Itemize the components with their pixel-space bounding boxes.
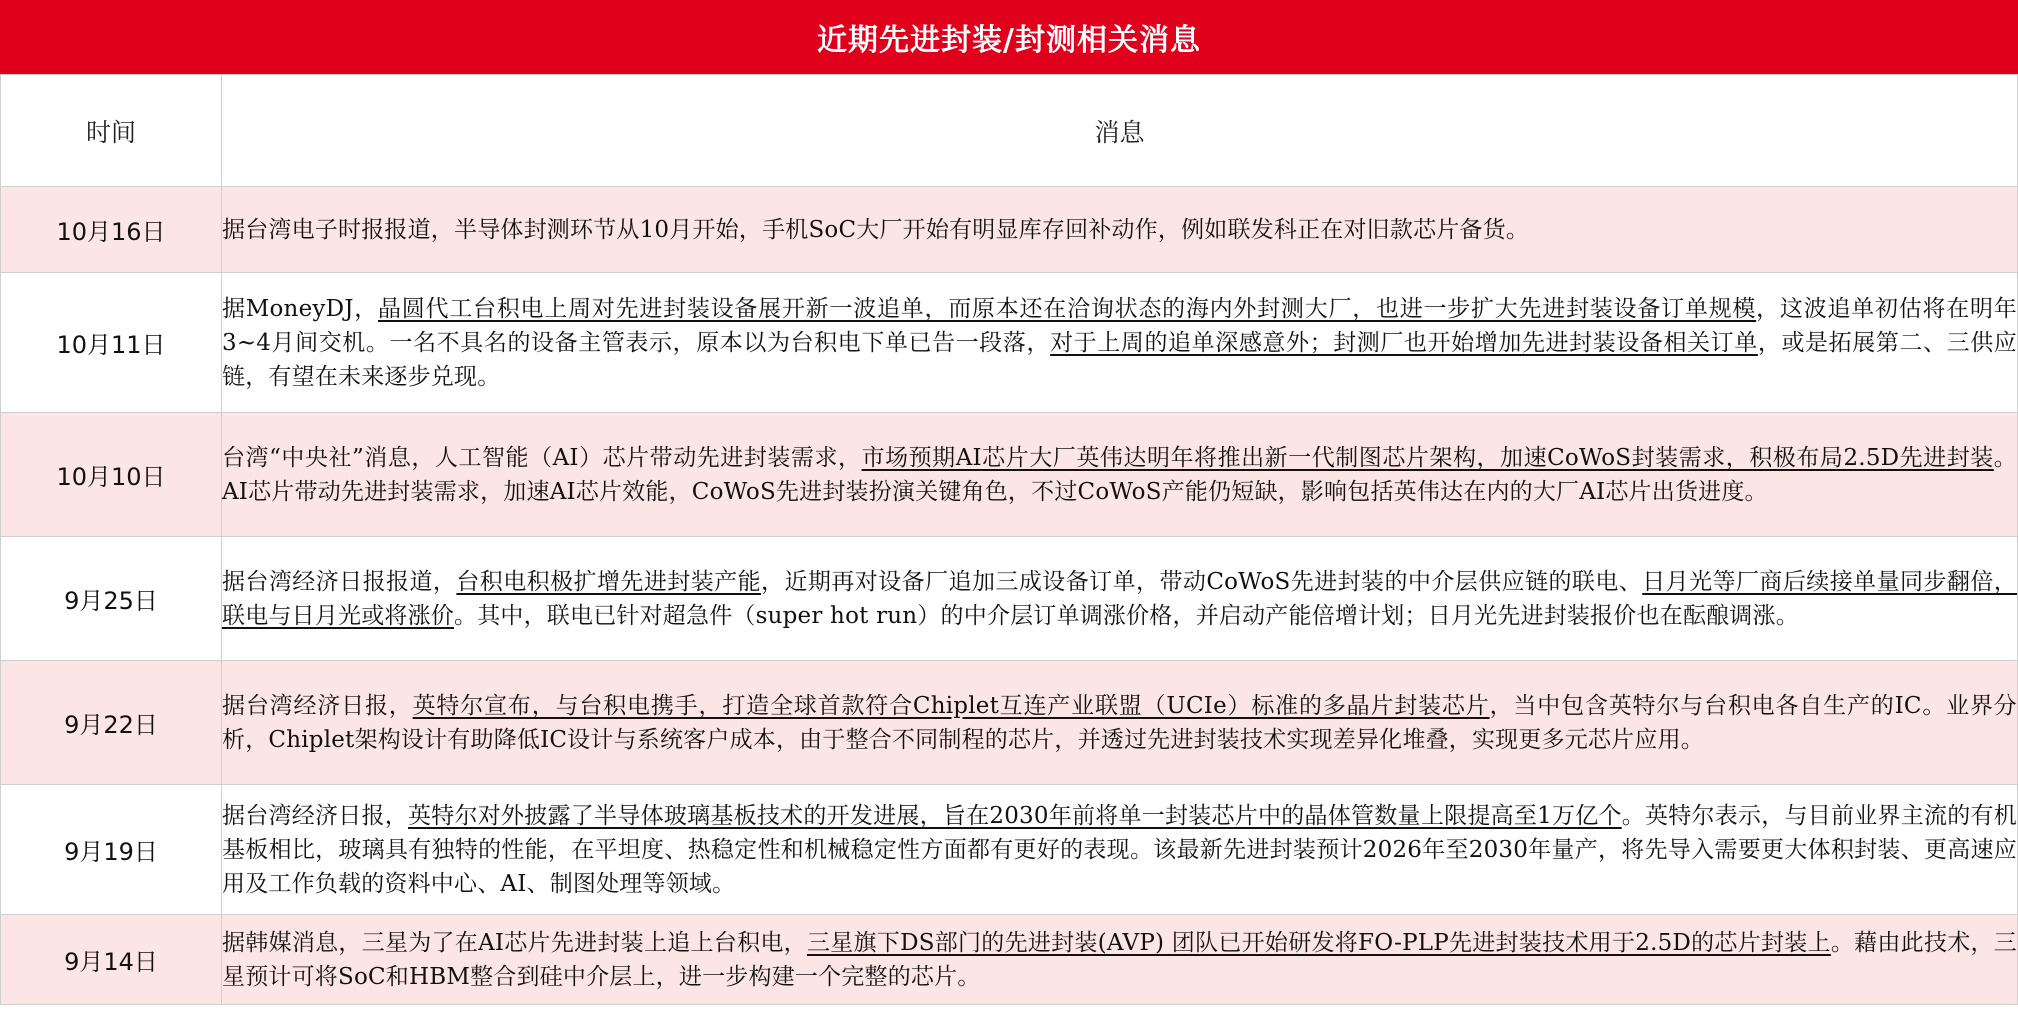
- row-date: 9月14日: [1, 915, 222, 1005]
- row-message: [222, 785, 2018, 915]
- highlighted-text: 三星旗下DS部门的先进封装(AVP) 团队已开始研发将FO-PLP先进封装技术用于2.5D的芯片封装上: [806, 929, 1831, 956]
- table-title: 近期先进封装/封测相关消息: [0, 0, 2018, 74]
- row-message: [222, 537, 2018, 661]
- table-body: [1, 187, 2018, 1005]
- header-time: 时间: [1, 75, 222, 187]
- message-text: 。AI芯片带动先进封装需求，加速AI芯片效能，CoWoS先进封装扮演关键角色，不过CoWoS产能仍短缺，影响包括英伟达在内的大厂AI芯片出货进度。: [222, 444, 2017, 505]
- row-message: [222, 413, 2018, 537]
- row-date: 10月11日: [1, 273, 222, 413]
- message-text: 。其中，联电已针对超急件（super hot run）的中介层订单调涨价格，并启动产能倍增计划；日月光先进封装报价也在酝酿调涨。: [454, 602, 1799, 629]
- message-text: 。藉由此技术，三星预计可将SoC和HBM整合到硅中介层上，进一步构建一个完整的芯片。: [222, 929, 2017, 990]
- highlighted-text: 英特尔宣布，与台积电携手，打造全球首款符合Chiplet互连产业联盟（UCIe）标准的多晶片封装芯片: [412, 692, 1490, 719]
- message-text: 据韩媒消息，三星为了在AI芯片先进封装上追上台积电，: [222, 929, 807, 956]
- highlighted-text: 台积电积极扩增先进封装产能: [456, 568, 762, 595]
- row-date: 9月19日: [1, 785, 222, 915]
- news-table: [0, 74, 2018, 1005]
- row-date: 9月22日: [1, 661, 222, 785]
- row-message: [222, 661, 2018, 785]
- table-row: [1, 915, 2018, 1005]
- message-text: ，当中包含英特尔与台积电各自生产的IC。业界分析，Chiplet架构设计有助降低IC设计与系统客户成本，由于整合不同制程的芯片，并透过先进封装技术实现差异化堆叠，实现更多元芯片应用。: [222, 692, 2017, 753]
- table-row: [1, 785, 2018, 915]
- table-row: [1, 187, 2018, 273]
- message-text: 据台湾电子时报报道，半导体封测环节从10月开始，手机SoC大厂开始有明显库存回补动作，例如联发科正在对旧款芯片备货。: [222, 216, 1530, 243]
- table-row: [1, 537, 2018, 661]
- row-date: 9月25日: [1, 537, 222, 661]
- table-row: [1, 273, 2018, 413]
- message-text: 据台湾经济日报，: [222, 802, 409, 829]
- highlighted-text: 日月光等厂商后续接单量同步翻倍，联电与日月光或将涨价: [222, 568, 2017, 629]
- row-message: [222, 187, 2018, 273]
- table-row: [1, 413, 2018, 537]
- header-row: [1, 75, 2018, 187]
- message-text: 台湾“中央社”消息，人工智能（AI）芯片带动先进封装需求，: [222, 444, 862, 471]
- header-message: 消息: [222, 75, 2018, 187]
- highlighted-text: 晶圆代工台积电上周对先进封装设备展开新一波追单，而原本还在洽询状态的海内外封测大厂，也进一步扩大先进封装设备订单规模: [377, 295, 1757, 322]
- row-message: [222, 915, 2018, 1005]
- message-text: ，这波追单初估将在明年3~4月间交机。一名不具名的设备主管表示，原本以为台积电下单已告一段落，: [222, 295, 2017, 356]
- row-date: 10月16日: [1, 187, 222, 273]
- row-message: [222, 273, 2018, 413]
- message-text: 据MoneyDJ，: [222, 295, 378, 322]
- message-text: 。英特尔表示，与目前业界主流的有机基板相比，玻璃具有独特的性能，在平坦度、热稳定性和机械稳定性方面都有更好的表现。该最新先进封装预计2026年至2030年量产，将先导入需要更大体积封装、更高速应用及工作负载的资料中心、AI、制图处理等领域。: [222, 802, 2017, 897]
- message-text: ，近期再对设备厂追加三成设备订单，带动CoWoS先进封装的中介层供应链的联电、: [761, 568, 1643, 595]
- message-text: ，或是拓展第二、三供应链，有望在未来逐步兑现。: [222, 329, 2018, 390]
- row-date: 10月10日: [1, 413, 222, 537]
- message-text: 据台湾经济日报，: [222, 692, 413, 719]
- message-text: 据台湾经济日报报道，: [222, 568, 457, 595]
- highlighted-text: 对于上周的追单深感意外；封测厂也开始增加先进封装设备相关订单: [1050, 329, 1758, 356]
- highlighted-text: 市场预期AI芯片大厂英伟达明年将推出新一代制图芯片架构，加速CoWoS封装需求，积极布局2.5D先进封装: [861, 444, 1994, 471]
- table-row: [1, 661, 2018, 785]
- highlighted-text: 英特尔对外披露了半导体玻璃基板技术的开发进展，旨在2030年前将单一封装芯片中的晶体管数量上限提高至1万亿个: [408, 802, 1622, 829]
